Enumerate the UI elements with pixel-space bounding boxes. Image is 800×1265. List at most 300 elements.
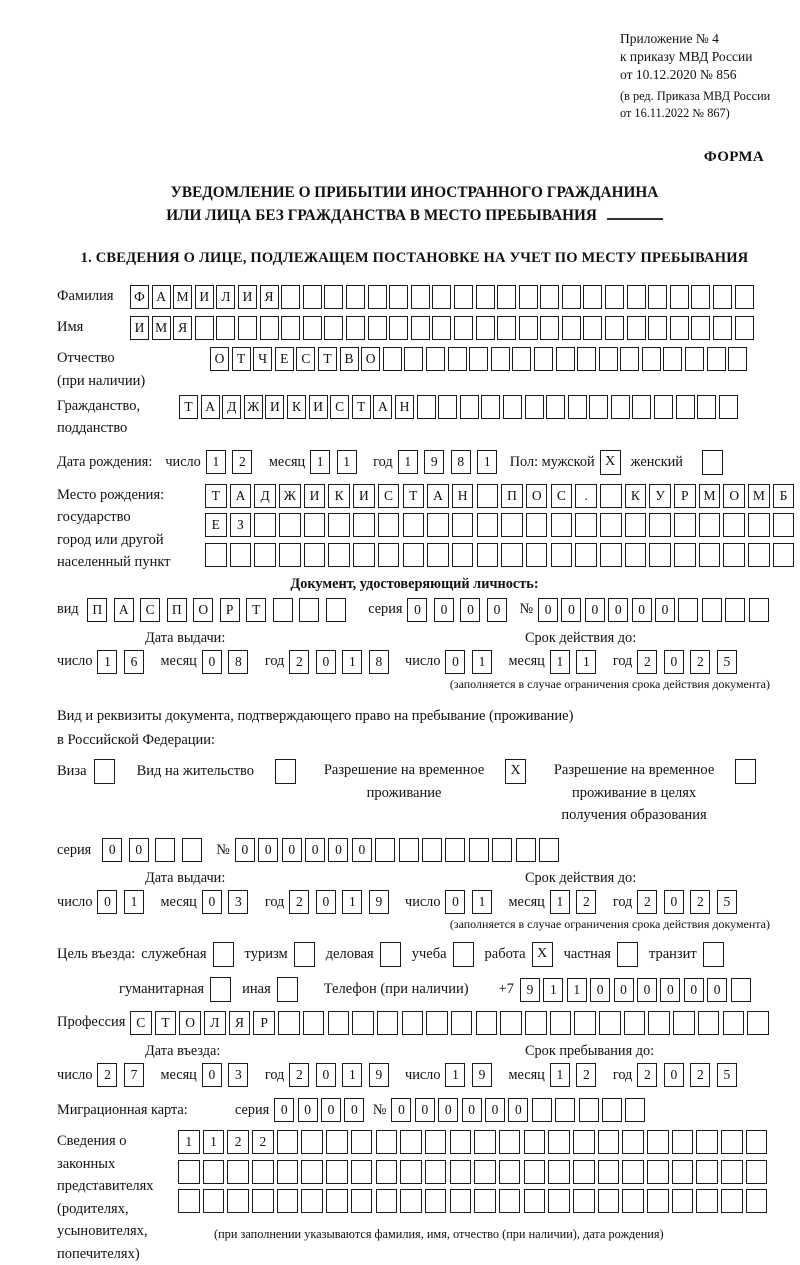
char-cell[interactable] xyxy=(503,395,522,419)
char-cell[interactable]: 1 xyxy=(337,450,357,474)
char-cell[interactable]: . xyxy=(575,484,597,508)
char-cell[interactable] xyxy=(691,316,710,340)
char-cell[interactable] xyxy=(303,316,322,340)
visa-checkbox[interactable] xyxy=(94,759,115,784)
char-cell[interactable] xyxy=(378,543,400,567)
char-cell[interactable]: 0 xyxy=(202,650,222,674)
char-cell[interactable] xyxy=(499,1189,521,1213)
char-cell[interactable] xyxy=(492,838,512,862)
char-cell[interactable] xyxy=(568,395,587,419)
char-cell[interactable]: А xyxy=(373,395,392,419)
char-cell[interactable] xyxy=(721,1130,743,1154)
char-cell[interactable] xyxy=(622,1130,644,1154)
char-cell[interactable] xyxy=(499,1160,521,1184)
char-cell[interactable] xyxy=(602,1098,622,1122)
temp-residence-checkbox[interactable]: X xyxy=(505,759,526,784)
char-cell[interactable] xyxy=(524,1130,546,1154)
char-cell[interactable] xyxy=(476,1011,498,1035)
char-cell[interactable] xyxy=(539,838,559,862)
char-cell[interactable] xyxy=(454,316,473,340)
char-cell[interactable] xyxy=(438,395,457,419)
char-cell[interactable] xyxy=(476,316,495,340)
char-cell[interactable] xyxy=(519,285,538,309)
char-cell[interactable]: Л xyxy=(204,1011,226,1035)
char-cell[interactable]: 0 xyxy=(660,978,680,1002)
char-cell[interactable] xyxy=(378,513,400,537)
char-cell[interactable]: 0 xyxy=(316,1063,336,1087)
char-cell[interactable] xyxy=(178,1189,200,1213)
char-cell[interactable] xyxy=(301,1160,323,1184)
char-cell[interactable] xyxy=(324,285,343,309)
char-cell[interactable] xyxy=(254,513,276,537)
char-cell[interactable]: 1 xyxy=(550,890,570,914)
residence-permit-checkbox[interactable] xyxy=(275,759,296,784)
char-cell[interactable] xyxy=(525,1011,547,1035)
char-cell[interactable]: 0 xyxy=(321,1098,341,1122)
char-cell[interactable]: 0 xyxy=(637,978,657,1002)
char-cell[interactable] xyxy=(589,395,608,419)
char-cell[interactable] xyxy=(425,1160,447,1184)
char-cell[interactable] xyxy=(403,543,425,567)
char-cell[interactable] xyxy=(501,543,523,567)
char-cell[interactable]: 1 xyxy=(342,1063,362,1087)
char-cell[interactable] xyxy=(417,395,436,419)
char-cell[interactable] xyxy=(281,285,300,309)
char-cell[interactable]: Н xyxy=(452,484,474,508)
char-cell[interactable] xyxy=(501,513,523,537)
char-cell[interactable]: 2 xyxy=(227,1130,249,1154)
char-cell[interactable] xyxy=(654,395,673,419)
char-cell[interactable] xyxy=(773,513,795,537)
char-cell[interactable]: 0 xyxy=(707,978,727,1002)
char-cell[interactable] xyxy=(748,513,770,537)
char-cell[interactable]: 0 xyxy=(664,650,684,674)
char-cell[interactable]: М xyxy=(748,484,770,508)
char-cell[interactable]: 0 xyxy=(235,838,255,862)
char-cell[interactable]: 1 xyxy=(124,890,144,914)
purpose-study-checkbox[interactable] xyxy=(453,942,474,967)
char-cell[interactable]: Д xyxy=(254,484,276,508)
char-cell[interactable] xyxy=(368,316,387,340)
char-cell[interactable] xyxy=(450,1189,472,1213)
char-cell[interactable] xyxy=(203,1189,225,1213)
char-cell[interactable] xyxy=(600,484,622,508)
char-cell[interactable] xyxy=(411,285,430,309)
char-cell[interactable] xyxy=(583,316,602,340)
char-cell[interactable] xyxy=(178,1160,200,1184)
char-cell[interactable] xyxy=(773,543,795,567)
char-cell[interactable]: 9 xyxy=(369,1063,389,1087)
char-cell[interactable] xyxy=(445,838,465,862)
char-cell[interactable] xyxy=(477,513,499,537)
char-cell[interactable]: 5 xyxy=(717,890,737,914)
char-cell[interactable]: И xyxy=(309,395,328,419)
char-cell[interactable] xyxy=(238,316,257,340)
char-cell[interactable]: 0 xyxy=(561,598,581,622)
char-cell[interactable]: К xyxy=(328,484,350,508)
char-cell[interactable]: 8 xyxy=(451,450,471,474)
char-cell[interactable]: 0 xyxy=(538,598,558,622)
char-cell[interactable]: А xyxy=(201,395,220,419)
char-cell[interactable] xyxy=(155,838,175,862)
char-cell[interactable] xyxy=(573,1130,595,1154)
char-cell[interactable] xyxy=(426,347,445,371)
char-cell[interactable]: У xyxy=(649,484,671,508)
char-cell[interactable]: 2 xyxy=(576,890,596,914)
char-cell[interactable]: Ж xyxy=(279,484,301,508)
char-cell[interactable]: Т xyxy=(246,598,266,622)
char-cell[interactable] xyxy=(575,543,597,567)
char-cell[interactable]: Р xyxy=(674,484,696,508)
char-cell[interactable] xyxy=(402,1011,424,1035)
char-cell[interactable] xyxy=(450,1130,472,1154)
char-cell[interactable] xyxy=(534,347,553,371)
char-cell[interactable] xyxy=(353,543,375,567)
char-cell[interactable] xyxy=(353,513,375,537)
purpose-business-checkbox[interactable] xyxy=(380,942,401,967)
char-cell[interactable] xyxy=(304,543,326,567)
char-cell[interactable] xyxy=(672,1189,694,1213)
char-cell[interactable] xyxy=(425,1130,447,1154)
char-cell[interactable] xyxy=(548,1189,570,1213)
char-cell[interactable] xyxy=(368,285,387,309)
char-cell[interactable] xyxy=(574,1011,596,1035)
char-cell[interactable] xyxy=(699,543,721,567)
char-cell[interactable] xyxy=(432,285,451,309)
char-cell[interactable]: 0 xyxy=(655,598,675,622)
char-cell[interactable] xyxy=(573,1189,595,1213)
char-cell[interactable] xyxy=(400,1189,422,1213)
char-cell[interactable]: 8 xyxy=(228,650,248,674)
char-cell[interactable] xyxy=(573,1160,595,1184)
char-cell[interactable] xyxy=(299,598,319,622)
char-cell[interactable] xyxy=(277,1130,299,1154)
char-cell[interactable] xyxy=(526,543,548,567)
char-cell[interactable] xyxy=(477,484,499,508)
char-cell[interactable] xyxy=(205,543,227,567)
char-cell[interactable]: И xyxy=(304,484,326,508)
char-cell[interactable] xyxy=(252,1160,274,1184)
char-cell[interactable] xyxy=(376,1160,398,1184)
char-cell[interactable]: 7 xyxy=(124,1063,144,1087)
char-cell[interactable] xyxy=(499,1130,521,1154)
char-cell[interactable]: Н xyxy=(395,395,414,419)
char-cell[interactable]: Б xyxy=(773,484,795,508)
char-cell[interactable]: 0 xyxy=(664,890,684,914)
char-cell[interactable] xyxy=(673,1011,695,1035)
char-cell[interactable] xyxy=(400,1160,422,1184)
char-cell[interactable] xyxy=(728,347,747,371)
char-cell[interactable]: О xyxy=(210,347,229,371)
char-cell[interactable] xyxy=(599,1011,621,1035)
char-cell[interactable] xyxy=(526,513,548,537)
char-cell[interactable]: О xyxy=(361,347,380,371)
char-cell[interactable]: 0 xyxy=(258,838,278,862)
char-cell[interactable] xyxy=(627,285,646,309)
char-cell[interactable]: 1 xyxy=(567,978,587,1002)
char-cell[interactable]: 0 xyxy=(585,598,605,622)
char-cell[interactable]: 5 xyxy=(717,1063,737,1087)
char-cell[interactable] xyxy=(497,285,516,309)
char-cell[interactable]: 0 xyxy=(305,838,325,862)
char-cell[interactable]: А xyxy=(230,484,252,508)
char-cell[interactable] xyxy=(747,1011,769,1035)
char-cell[interactable] xyxy=(182,838,202,862)
char-cell[interactable] xyxy=(460,395,479,419)
char-cell[interactable] xyxy=(647,1130,669,1154)
char-cell[interactable] xyxy=(326,598,346,622)
char-cell[interactable] xyxy=(725,598,745,622)
char-cell[interactable]: 1 xyxy=(445,1063,465,1087)
char-cell[interactable]: Р xyxy=(220,598,240,622)
char-cell[interactable]: 0 xyxy=(664,1063,684,1087)
char-cell[interactable] xyxy=(227,1189,249,1213)
char-cell[interactable] xyxy=(540,285,559,309)
char-cell[interactable] xyxy=(647,1160,669,1184)
char-cell[interactable] xyxy=(674,543,696,567)
char-cell[interactable] xyxy=(346,285,365,309)
char-cell[interactable]: 0 xyxy=(434,598,454,622)
char-cell[interactable] xyxy=(598,1160,620,1184)
char-cell[interactable] xyxy=(525,395,544,419)
char-cell[interactable]: Я xyxy=(260,285,279,309)
char-cell[interactable] xyxy=(731,978,751,1002)
char-cell[interactable] xyxy=(625,1098,645,1122)
char-cell[interactable]: 2 xyxy=(576,1063,596,1087)
char-cell[interactable] xyxy=(375,838,395,862)
char-cell[interactable]: М xyxy=(152,316,171,340)
char-cell[interactable]: 0 xyxy=(445,650,465,674)
char-cell[interactable] xyxy=(404,347,423,371)
female-checkbox[interactable] xyxy=(702,450,723,475)
char-cell[interactable] xyxy=(719,395,738,419)
char-cell[interactable] xyxy=(696,1160,718,1184)
char-cell[interactable] xyxy=(600,513,622,537)
char-cell[interactable]: 5 xyxy=(717,650,737,674)
purpose-transit-checkbox[interactable] xyxy=(703,942,724,967)
char-cell[interactable]: Е xyxy=(205,513,227,537)
char-cell[interactable] xyxy=(735,285,754,309)
char-cell[interactable]: И xyxy=(353,484,375,508)
char-cell[interactable] xyxy=(448,347,467,371)
char-cell[interactable] xyxy=(399,838,419,862)
char-cell[interactable]: Т xyxy=(318,347,337,371)
char-cell[interactable]: 0 xyxy=(129,838,149,862)
char-cell[interactable] xyxy=(403,513,425,537)
temp-residence-education-checkbox[interactable] xyxy=(735,759,756,784)
char-cell[interactable] xyxy=(376,1130,398,1154)
char-cell[interactable]: 1 xyxy=(472,890,492,914)
char-cell[interactable] xyxy=(713,285,732,309)
char-cell[interactable] xyxy=(432,316,451,340)
char-cell[interactable] xyxy=(622,1189,644,1213)
char-cell[interactable]: С xyxy=(330,395,349,419)
char-cell[interactable] xyxy=(548,1130,570,1154)
char-cell[interactable] xyxy=(450,1160,472,1184)
char-cell[interactable]: Р xyxy=(253,1011,275,1035)
char-cell[interactable]: 8 xyxy=(369,650,389,674)
char-cell[interactable]: 1 xyxy=(550,1063,570,1087)
char-cell[interactable] xyxy=(678,598,698,622)
char-cell[interactable]: 2 xyxy=(289,1063,309,1087)
char-cell[interactable]: Т xyxy=(155,1011,177,1035)
char-cell[interactable]: 0 xyxy=(462,1098,482,1122)
char-cell[interactable] xyxy=(648,316,667,340)
char-cell[interactable] xyxy=(477,543,499,567)
char-cell[interactable]: 2 xyxy=(289,890,309,914)
char-cell[interactable]: 9 xyxy=(424,450,444,474)
char-cell[interactable]: 3 xyxy=(228,1063,248,1087)
char-cell[interactable] xyxy=(627,316,646,340)
char-cell[interactable] xyxy=(649,543,671,567)
char-cell[interactable]: С xyxy=(378,484,400,508)
char-cell[interactable]: 1 xyxy=(550,650,570,674)
char-cell[interactable]: 2 xyxy=(637,890,657,914)
char-cell[interactable] xyxy=(481,395,500,419)
char-cell[interactable]: 1 xyxy=(97,650,117,674)
char-cell[interactable] xyxy=(281,316,300,340)
char-cell[interactable]: 2 xyxy=(289,650,309,674)
char-cell[interactable] xyxy=(476,285,495,309)
char-cell[interactable] xyxy=(474,1189,496,1213)
char-cell[interactable]: П xyxy=(167,598,187,622)
char-cell[interactable] xyxy=(389,316,408,340)
char-cell[interactable] xyxy=(748,543,770,567)
char-cell[interactable]: 1 xyxy=(206,450,226,474)
char-cell[interactable] xyxy=(352,1011,374,1035)
char-cell[interactable] xyxy=(497,316,516,340)
char-cell[interactable] xyxy=(328,513,350,537)
char-cell[interactable] xyxy=(583,285,602,309)
char-cell[interactable] xyxy=(691,285,710,309)
char-cell[interactable] xyxy=(277,1189,299,1213)
char-cell[interactable] xyxy=(546,395,565,419)
char-cell[interactable]: 1 xyxy=(203,1130,225,1154)
char-cell[interactable] xyxy=(723,513,745,537)
char-cell[interactable] xyxy=(649,513,671,537)
char-cell[interactable] xyxy=(605,285,624,309)
char-cell[interactable] xyxy=(452,543,474,567)
char-cell[interactable] xyxy=(707,347,726,371)
char-cell[interactable]: 2 xyxy=(232,450,252,474)
char-cell[interactable] xyxy=(328,1011,350,1035)
char-cell[interactable] xyxy=(252,1189,274,1213)
char-cell[interactable]: 2 xyxy=(97,1063,117,1087)
char-cell[interactable]: М xyxy=(173,285,192,309)
char-cell[interactable] xyxy=(491,347,510,371)
char-cell[interactable]: 2 xyxy=(690,650,710,674)
char-cell[interactable]: Я xyxy=(173,316,192,340)
char-cell[interactable] xyxy=(577,347,596,371)
char-cell[interactable]: А xyxy=(114,598,134,622)
char-cell[interactable]: 0 xyxy=(485,1098,505,1122)
char-cell[interactable] xyxy=(746,1189,768,1213)
char-cell[interactable]: 0 xyxy=(298,1098,318,1122)
char-cell[interactable]: 2 xyxy=(637,650,657,674)
char-cell[interactable] xyxy=(648,1011,670,1035)
char-cell[interactable]: 0 xyxy=(438,1098,458,1122)
char-cell[interactable] xyxy=(749,598,769,622)
char-cell[interactable]: Ж xyxy=(244,395,263,419)
char-cell[interactable] xyxy=(663,347,682,371)
char-cell[interactable] xyxy=(351,1130,373,1154)
char-cell[interactable] xyxy=(469,347,488,371)
char-cell[interactable]: С xyxy=(296,347,315,371)
char-cell[interactable]: 0 xyxy=(274,1098,294,1122)
char-cell[interactable] xyxy=(575,513,597,537)
char-cell[interactable] xyxy=(195,316,214,340)
char-cell[interactable] xyxy=(551,513,573,537)
char-cell[interactable] xyxy=(632,395,651,419)
char-cell[interactable] xyxy=(642,347,661,371)
char-cell[interactable] xyxy=(624,1011,646,1035)
char-cell[interactable]: 1 xyxy=(543,978,563,1002)
char-cell[interactable] xyxy=(474,1160,496,1184)
char-cell[interactable] xyxy=(426,1011,448,1035)
char-cell[interactable]: М xyxy=(699,484,721,508)
char-cell[interactable] xyxy=(516,838,536,862)
purpose-tourism-checkbox[interactable] xyxy=(294,942,315,967)
char-cell[interactable] xyxy=(279,543,301,567)
char-cell[interactable] xyxy=(721,1189,743,1213)
char-cell[interactable]: 0 xyxy=(391,1098,411,1122)
char-cell[interactable] xyxy=(556,347,575,371)
char-cell[interactable]: 0 xyxy=(282,838,302,862)
char-cell[interactable] xyxy=(277,1160,299,1184)
char-cell[interactable] xyxy=(685,347,704,371)
char-cell[interactable] xyxy=(598,1189,620,1213)
purpose-humanitarian-checkbox[interactable] xyxy=(210,977,231,1002)
char-cell[interactable]: К xyxy=(287,395,306,419)
char-cell[interactable]: 2 xyxy=(252,1130,274,1154)
char-cell[interactable]: 1 xyxy=(342,890,362,914)
char-cell[interactable] xyxy=(383,347,402,371)
char-cell[interactable]: П xyxy=(87,598,107,622)
char-cell[interactable]: 0 xyxy=(328,838,348,862)
char-cell[interactable]: О xyxy=(526,484,548,508)
char-cell[interactable] xyxy=(702,598,722,622)
purpose-other-checkbox[interactable] xyxy=(277,977,298,1002)
char-cell[interactable] xyxy=(400,1130,422,1154)
char-cell[interactable] xyxy=(598,1130,620,1154)
char-cell[interactable] xyxy=(524,1189,546,1213)
char-cell[interactable]: З xyxy=(230,513,252,537)
char-cell[interactable] xyxy=(622,1160,644,1184)
char-cell[interactable]: Д xyxy=(222,395,241,419)
char-cell[interactable] xyxy=(425,1189,447,1213)
char-cell[interactable]: 1 xyxy=(178,1130,200,1154)
char-cell[interactable] xyxy=(672,1130,694,1154)
char-cell[interactable]: 6 xyxy=(124,650,144,674)
char-cell[interactable] xyxy=(351,1160,373,1184)
char-cell[interactable]: С xyxy=(130,1011,152,1035)
char-cell[interactable] xyxy=(303,285,322,309)
char-cell[interactable]: И xyxy=(265,395,284,419)
char-cell[interactable] xyxy=(326,1160,348,1184)
char-cell[interactable]: О xyxy=(179,1011,201,1035)
char-cell[interactable]: 0 xyxy=(415,1098,435,1122)
char-cell[interactable] xyxy=(451,1011,473,1035)
char-cell[interactable] xyxy=(548,1160,570,1184)
char-cell[interactable] xyxy=(376,1189,398,1213)
char-cell[interactable] xyxy=(304,513,326,537)
char-cell[interactable]: Т xyxy=(403,484,425,508)
char-cell[interactable] xyxy=(676,395,695,419)
char-cell[interactable] xyxy=(721,1160,743,1184)
char-cell[interactable] xyxy=(524,1160,546,1184)
char-cell[interactable] xyxy=(389,285,408,309)
char-cell[interactable] xyxy=(605,316,624,340)
